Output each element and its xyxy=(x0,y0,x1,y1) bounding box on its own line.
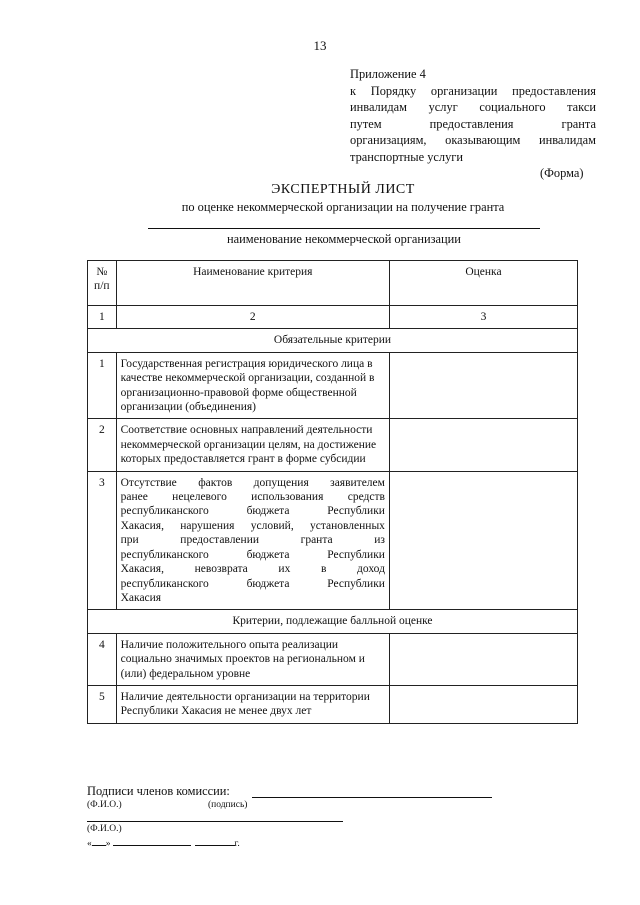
score-cell[interactable] xyxy=(389,685,577,723)
date-month-blank[interactable] xyxy=(113,836,191,846)
score-cell[interactable] xyxy=(389,471,577,610)
appendix-line: Приложение 4 xyxy=(350,67,426,81)
criterion-text: Наличие положительного опыта реализации социально значимых проектов на региональном и (или) федеральном уровне xyxy=(116,633,389,685)
date-day-blank[interactable] xyxy=(92,836,106,846)
org-name-caption: наименование некоммерческой организации xyxy=(227,232,461,246)
page-number: 13 xyxy=(313,38,327,53)
column-number: 1 xyxy=(88,306,117,329)
date-quote-close: » xyxy=(105,839,111,849)
criterion-line: ранее нецелевого использования средств xyxy=(120,491,385,504)
section-row-scored xyxy=(88,610,578,633)
date-line xyxy=(87,836,240,849)
row-number: 4 xyxy=(88,633,117,685)
signatures-label: Подписи членов комиссии: xyxy=(87,784,230,798)
date-year-blank[interactable] xyxy=(195,836,235,846)
fio-line[interactable] xyxy=(87,821,343,822)
criterion-line: Хакасия, нарушения условий, установленных xyxy=(120,519,385,532)
date-year-suffix: г. xyxy=(234,839,240,849)
criterion-line: республиканского бюджета Республики xyxy=(120,548,385,561)
table-row xyxy=(88,419,578,471)
score-cell[interactable] xyxy=(389,633,577,685)
form-label: (Форма) xyxy=(540,166,584,180)
org-name-line xyxy=(148,228,540,229)
criterion-text: Соответствие основных направлений деятельности некоммерческой организации целям, на достижение которых предоставляется грант в форме субсидии xyxy=(116,419,389,471)
signature-line[interactable] xyxy=(252,797,492,798)
criterion-line: республиканского бюджета Республики xyxy=(120,505,385,518)
table-row xyxy=(88,633,578,685)
appendix-line: инвалидам услуг социального такси xyxy=(350,100,596,114)
table-row xyxy=(88,471,578,610)
column-number: 2 xyxy=(116,306,389,329)
criterion-text: Наличие деятельности организации на территории Республики Хакасия не менее двух лет xyxy=(116,685,389,723)
score-cell[interactable] xyxy=(389,352,577,419)
header-name: Наименование критерия xyxy=(116,261,389,306)
criteria-table xyxy=(87,260,578,724)
row-number: 2 xyxy=(88,419,117,471)
section-title: Обязательные критерии xyxy=(88,329,578,352)
appendix-block xyxy=(350,66,596,165)
appendix-line: к Порядку организации предоставления xyxy=(350,83,596,98)
appendix-line: транспортные услуги xyxy=(350,149,464,164)
criterion-line: Отсутствие фактов допущения заявителем xyxy=(120,476,385,489)
appendix-line: организациям, оказывающим инвалидам xyxy=(350,133,596,147)
criterion-line: при предоставлении гранта из xyxy=(120,534,385,547)
criterion-text xyxy=(116,471,389,610)
section-title: Критерии, подлежащие балльной оценке xyxy=(88,610,578,633)
criterion-text: Государственная регистрация юридического лица в качестве некоммерческой организации, созданной в организационно-правовой форме общественной организации (объединения) xyxy=(116,352,389,419)
column-number-row xyxy=(88,306,578,329)
criterion-line: Хакасия, невозврата их в доход xyxy=(120,563,385,576)
document-subtitle: по оценке некоммерческой организации на получение гранта xyxy=(181,200,505,214)
criterion-line: Хакасия xyxy=(120,591,162,604)
table-row xyxy=(88,685,578,723)
header-num: № п/п xyxy=(88,261,117,306)
fio-caption-2: (Ф.И.О.) xyxy=(87,824,122,834)
appendix-line: путем предоставления гранта xyxy=(350,116,596,131)
date-quote-open: « xyxy=(87,839,92,849)
fio-caption: (Ф.И.О.) xyxy=(87,800,122,810)
row-number: 1 xyxy=(88,352,117,419)
table-row xyxy=(88,352,578,419)
score-cell[interactable] xyxy=(389,419,577,471)
row-number: 3 xyxy=(88,471,117,610)
column-number: 3 xyxy=(389,306,577,329)
document-title: ЭКСПЕРТНЫЙ ЛИСТ xyxy=(271,182,415,197)
table-header-row xyxy=(88,261,578,306)
row-number: 5 xyxy=(88,685,117,723)
section-row-mandatory xyxy=(88,329,578,352)
header-score: Оценка xyxy=(389,261,577,306)
criterion-line: республиканского бюджета Республики xyxy=(120,577,385,590)
signature-caption: (подпись) xyxy=(208,800,248,810)
